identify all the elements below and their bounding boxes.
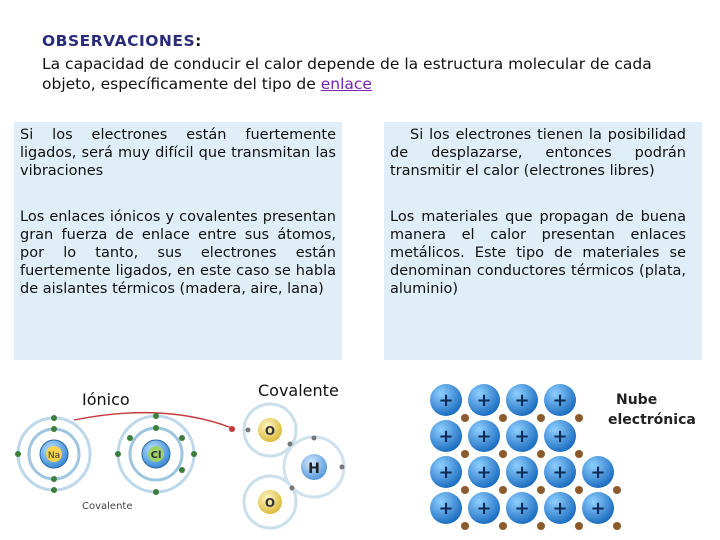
free-electron: [575, 522, 583, 530]
metallic-bond-diagram: [420, 378, 708, 534]
ionic-bond-diagram: [14, 408, 240, 530]
free-electron: [575, 486, 583, 494]
plus-sign: +: [590, 498, 606, 519]
free-electron: [461, 450, 469, 458]
cl-symbol: Cl: [150, 450, 162, 461]
free-electron: [575, 450, 583, 458]
cloud-label-line1: Nube: [616, 392, 658, 408]
enlace-link[interactable]: enlace: [320, 75, 372, 93]
covalent-caption: Covalente: [82, 501, 133, 512]
plus-sign: +: [552, 426, 568, 447]
observations-title: [42, 32, 682, 50]
insulators-paragraph-2: Los enlaces iónicos y covalentes presentan gran fuerza de enlace entre sus átomos, por lo tanto, sus electrones están fuertemente ligados, en este caso se habla de aislantes térmicos (madera, aire, lana): [20, 209, 336, 297]
na-symbol: Na: [47, 451, 61, 461]
free-electron: [537, 522, 545, 530]
free-electron: [499, 486, 507, 494]
free-electron: [537, 414, 545, 422]
conductors-panel: [384, 122, 702, 360]
free-electron: [499, 414, 507, 422]
plus-sign: +: [514, 390, 530, 411]
title-colon: :: [195, 32, 202, 50]
h-symbol: H: [308, 461, 320, 477]
plus-sign: +: [552, 498, 568, 519]
positive-ion-grid: [430, 384, 614, 524]
plus-sign: +: [552, 390, 568, 411]
plus-sign: +: [438, 462, 454, 483]
plus-sign: +: [438, 498, 454, 519]
free-electron: [499, 450, 507, 458]
plus-sign: +: [514, 498, 530, 519]
plus-sign: +: [438, 426, 454, 447]
free-electron: [537, 450, 545, 458]
covalent-label: Covalente: [258, 381, 339, 400]
covalent-bond-diagram: [242, 400, 354, 530]
free-electron: [613, 486, 621, 494]
cl-atom: [115, 413, 197, 495]
header-description: [42, 54, 682, 94]
insulators-panel: [14, 122, 342, 360]
free-electron: [499, 522, 507, 530]
plus-sign: +: [476, 390, 492, 411]
plus-sign: +: [438, 390, 454, 411]
free-electron: [575, 414, 583, 422]
plus-sign: +: [514, 426, 530, 447]
plus-sign: +: [476, 426, 492, 447]
plus-sign: +: [590, 462, 606, 483]
o-symbol-bottom: O: [264, 496, 276, 510]
cloud-label-line2: electrónica: [608, 412, 696, 428]
plus-sign: +: [514, 462, 530, 483]
conductors-paragraph-1: Si los electrones tienen la posibilidad de desplazarse, entonces podrán transmitir el calor (electrones libres): [390, 127, 686, 179]
insulators-paragraph-1: Si los electrones están fuertemente ligados, será muy difícil que transmitan las vibraciones: [20, 127, 336, 179]
na-atom: [15, 415, 90, 493]
o-symbol-top: O: [264, 424, 276, 438]
free-electron: [461, 414, 469, 422]
free-electron: [537, 486, 545, 494]
title-text: OBSERVACIONES: [42, 32, 196, 50]
plus-sign: +: [476, 462, 492, 483]
free-electron: [461, 522, 469, 530]
header: [42, 32, 682, 94]
free-electron: [613, 522, 621, 530]
ionic-label: Iónico: [82, 390, 130, 409]
header-description-text: La capacidad de conducir el calor depende de la estructura molecular de cada objeto, específicamente del tipo de: [42, 55, 652, 93]
conductors-paragraph-2: Los materiales que propagan de buena manera el calor presentan enlaces metálicos. Este tipo de materiales se denominan conductores térmicos (plata, aluminio): [390, 209, 686, 297]
plus-sign: +: [476, 498, 492, 519]
free-electron: [461, 486, 469, 494]
plus-sign: +: [552, 462, 568, 483]
